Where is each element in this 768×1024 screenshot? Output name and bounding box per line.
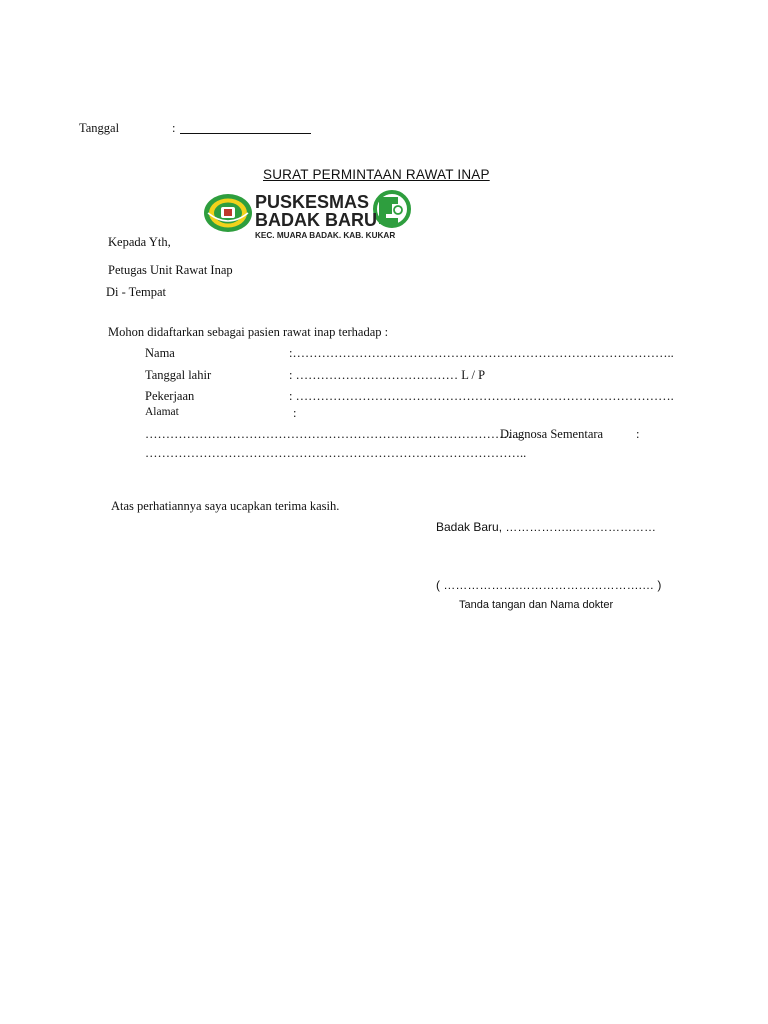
diagnosa-field[interactable]: ……………………………………………………………………………….. — [145, 446, 527, 460]
tanggal-lahir-field[interactable]: : ………………………………… L / P — [289, 368, 486, 382]
diagnosa-label: Diagnosa Sementara — [500, 427, 604, 441]
signature-field[interactable]: ( ……………….………………………….… ) — [436, 578, 662, 592]
logo-name: PUSKESMAS — [255, 192, 370, 212]
medical-cross-icon — [375, 192, 409, 226]
recipient-greeting: Kepada Yth, — [108, 235, 171, 249]
recipient-title: Petugas Unit Rawat Inap — [108, 263, 233, 277]
place-date-field[interactable]: Badak Baru, ……………..………………… — [436, 520, 657, 534]
intro-text: Mohon didaftarkan sebagai pasien rawat inap terhadap : — [108, 325, 389, 339]
diagnosa-colon: : — [636, 427, 640, 441]
tanggal-input-line[interactable] — [180, 133, 311, 134]
recipient-place: Di - Tempat — [106, 285, 166, 299]
alamat-label: Alamat — [145, 406, 179, 418]
nama-field[interactable]: :……………………………………………………………………………….. — [289, 346, 674, 360]
alamat-field[interactable]: ………………………………………………………………………………. — [145, 427, 524, 441]
tanggal-label: Tanggal — [79, 121, 120, 135]
puskesmas-logo — [203, 189, 418, 241]
logo-subname: BADAK BARU — [255, 210, 377, 230]
document-title: SURAT PERMINTAAN RAWAT INAP — [263, 167, 490, 182]
district-emblem-icon — [204, 194, 252, 232]
pekerjaan-label: Pekerjaan — [145, 389, 195, 403]
pekerjaan-field[interactable]: : ………………………………………………………………………………. — [289, 389, 674, 403]
logo-location: KEC. MUARA BADAK. KAB. KUKAR — [255, 231, 396, 240]
tanggal-colon: : — [172, 121, 176, 135]
closing-text: Atas perhatiannya saya ucapkan terima kasih. — [111, 499, 340, 513]
alamat-colon: : — [293, 406, 297, 420]
tanggal-lahir-label: Tanggal lahir — [145, 368, 212, 382]
nama-label: Nama — [145, 346, 175, 360]
signature-caption: Tanda tangan dan Nama dokter — [459, 599, 614, 611]
